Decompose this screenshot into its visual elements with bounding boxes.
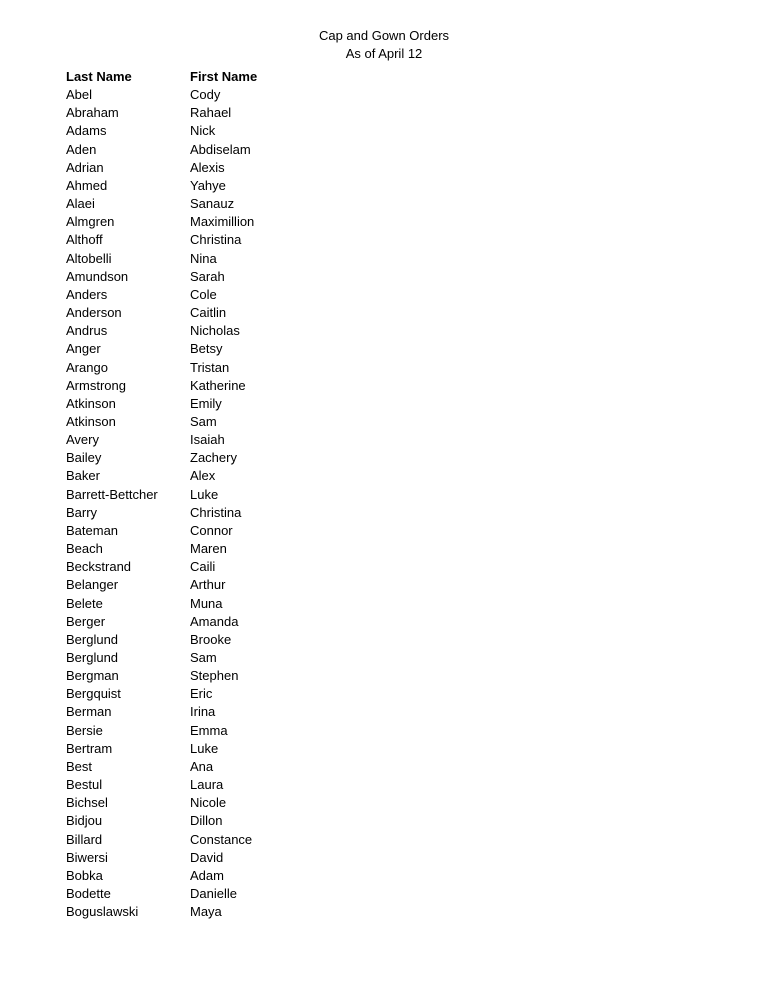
last-name-cell: Alaei [66,196,95,212]
first-name-cell: Luke [190,740,219,756]
table-row [66,177,310,195]
last-name-cell: Anders [66,286,108,302]
document-title: Cap and Gown Orders [318,28,450,43]
last-name-cell: Arango [66,359,108,375]
first-name-cell: Abdiselam [190,141,251,157]
last-name-cell: Belete [66,595,103,611]
last-name-cell: Bateman [66,522,119,538]
table-row [66,231,310,249]
last-name-cell: Althoff [66,232,103,248]
first-name-cell: Muna [190,595,223,611]
table-row [66,758,310,776]
table-row [66,504,310,522]
first-name-cell: Katherine [190,377,246,393]
first-name-cell: Danielle [190,886,237,902]
first-name-cell: Cole [190,286,217,302]
table-row [66,613,310,631]
first-name-cell: Nina [190,250,217,266]
first-name-cell: Maren [190,541,227,557]
first-name-cell: Betsy [190,341,223,357]
column-header-first-name: First Name [190,69,258,84]
table-row [66,141,310,159]
first-name-cell: Ana [190,758,214,774]
last-name-cell: Altobelli [66,250,112,266]
last-name-cell: Barry [66,504,98,520]
last-name-cell: Aden [66,141,97,157]
first-name-cell: Nicole [190,795,227,811]
last-name-cell: Bersie [66,722,103,738]
last-name-cell: Abel [66,87,93,103]
table-row [66,104,310,122]
table-row [66,431,310,449]
last-name-cell: Beach [66,541,103,557]
last-name-cell: Bergquist [66,686,121,702]
last-name-cell: Anderson [66,305,122,321]
first-name-cell: David [190,849,224,865]
last-name-cell: Berman [66,704,112,720]
last-name-cell: Best [66,758,93,774]
table-row [66,340,310,358]
table-row [66,703,310,721]
first-name-cell: Alexis [190,159,225,175]
first-name-cell: Zachery [190,450,237,466]
first-name-cell: Rahael [190,105,232,121]
first-name-cell: Irina [190,704,216,720]
table-row [66,903,310,921]
table-row [66,322,310,340]
table-row [66,722,310,740]
last-name-cell: Bailey [66,450,102,466]
table-header [66,68,310,86]
last-name-cell: Atkinson [66,395,116,411]
table-row [66,740,310,758]
last-name-cell: Avery [66,432,99,448]
first-name-cell: Sam [190,413,217,429]
last-name-cell: Berglund [66,631,119,647]
table-row [66,486,310,504]
first-name-cell: Laura [190,777,224,793]
table-row [66,467,310,485]
last-name-cell: Almgren [66,214,115,230]
last-name-cell: Bichsel [66,795,108,811]
table-row [66,159,310,177]
orders-table [66,68,310,921]
last-name-cell: Adams [66,123,107,139]
table-row [66,122,310,140]
last-name-cell: Berger [66,613,106,629]
last-name-cell: Bergman [66,668,119,684]
first-name-cell: Connor [190,522,233,538]
last-name-cell: Baker [66,468,100,484]
last-name-cell: Boguslawski [66,904,139,920]
last-name-cell: Berglund [66,650,119,665]
table-row [66,631,310,649]
first-name-cell: Constance [190,831,253,847]
last-name-cell: Anger [66,341,101,357]
table-row [66,522,310,540]
last-name-cell: Armstrong [66,377,126,393]
first-name-cell: Alex [190,468,216,484]
first-name-cell: Maximillion [190,214,255,230]
last-name-cell: Biwersi [66,849,108,865]
first-name-cell: Amanda [190,613,239,629]
first-name-cell: Nicholas [190,323,240,339]
table-row [66,576,310,594]
first-name-cell: Maya [190,904,222,920]
first-name-cell: Cody [190,87,221,103]
last-name-cell: Billard [66,831,103,847]
table-row [66,86,310,104]
table-row [66,377,310,395]
first-name-cell: Luke [190,486,219,502]
document-header [0,27,768,63]
first-name-cell: Isaiah [190,432,225,448]
table-row [66,250,310,268]
first-name-cell: Adam [190,867,224,883]
table-row [66,649,310,667]
first-name-cell: Sanauz [190,196,235,212]
first-name-cell: Sam [190,650,217,665]
table-row [66,776,310,794]
table-row [66,595,310,613]
column-header-last-name: Last Name [66,69,132,84]
first-name-cell: Nick [190,123,216,139]
first-name-cell: Brooke [190,631,232,647]
table-row [66,213,310,231]
first-name-cell: Emily [190,395,222,411]
table-row [66,540,310,558]
first-name-cell: Yahye [190,177,226,193]
table-row [66,395,310,413]
table-row [66,831,310,849]
table-row [66,794,310,812]
table-row [66,885,310,903]
table-row [66,304,310,322]
table-row [66,812,310,830]
table-row [66,195,310,213]
last-name-cell: Ahmed [66,177,108,193]
table-row [66,286,310,304]
table-row [66,867,310,885]
last-name-cell: Bestul [66,777,103,793]
first-name-cell: Stephen [190,668,239,684]
table-row [66,685,310,703]
first-name-cell: Christina [190,232,242,248]
last-name-cell: Andrus [66,323,108,339]
table-row [66,268,310,286]
last-name-cell: Bertram [66,740,113,756]
table-header-row [66,68,310,86]
first-name-cell: Caili [190,559,216,575]
first-name-cell: Eric [190,686,213,702]
first-name-cell: Tristan [190,359,230,375]
table-row [66,558,310,576]
table-row [66,449,310,467]
table-row [66,359,310,377]
first-name-cell: Christina [190,504,242,520]
last-name-cell: Amundson [66,268,129,284]
last-name-cell: Barrett-Bettcher [66,486,158,502]
table-body [66,86,310,921]
last-name-cell: Atkinson [66,413,116,429]
table-row [66,667,310,685]
last-name-cell: Adrian [66,159,104,175]
table-row [66,849,310,867]
document-subtitle: As of April 12 [345,46,423,61]
last-name-cell: Belanger [66,577,119,593]
table-row [66,413,310,431]
first-name-cell: Sarah [190,268,225,284]
last-name-cell: Beckstrand [66,559,132,575]
first-name-cell: Dillon [190,813,223,829]
last-name-cell: Bobka [66,867,103,883]
last-name-cell: Bidjou [66,813,103,829]
last-name-cell: Bodette [66,886,111,902]
first-name-cell: Emma [190,722,228,738]
last-name-cell: Abraham [66,105,119,121]
first-name-cell: Arthur [190,577,226,593]
first-name-cell: Caitlin [190,305,227,321]
